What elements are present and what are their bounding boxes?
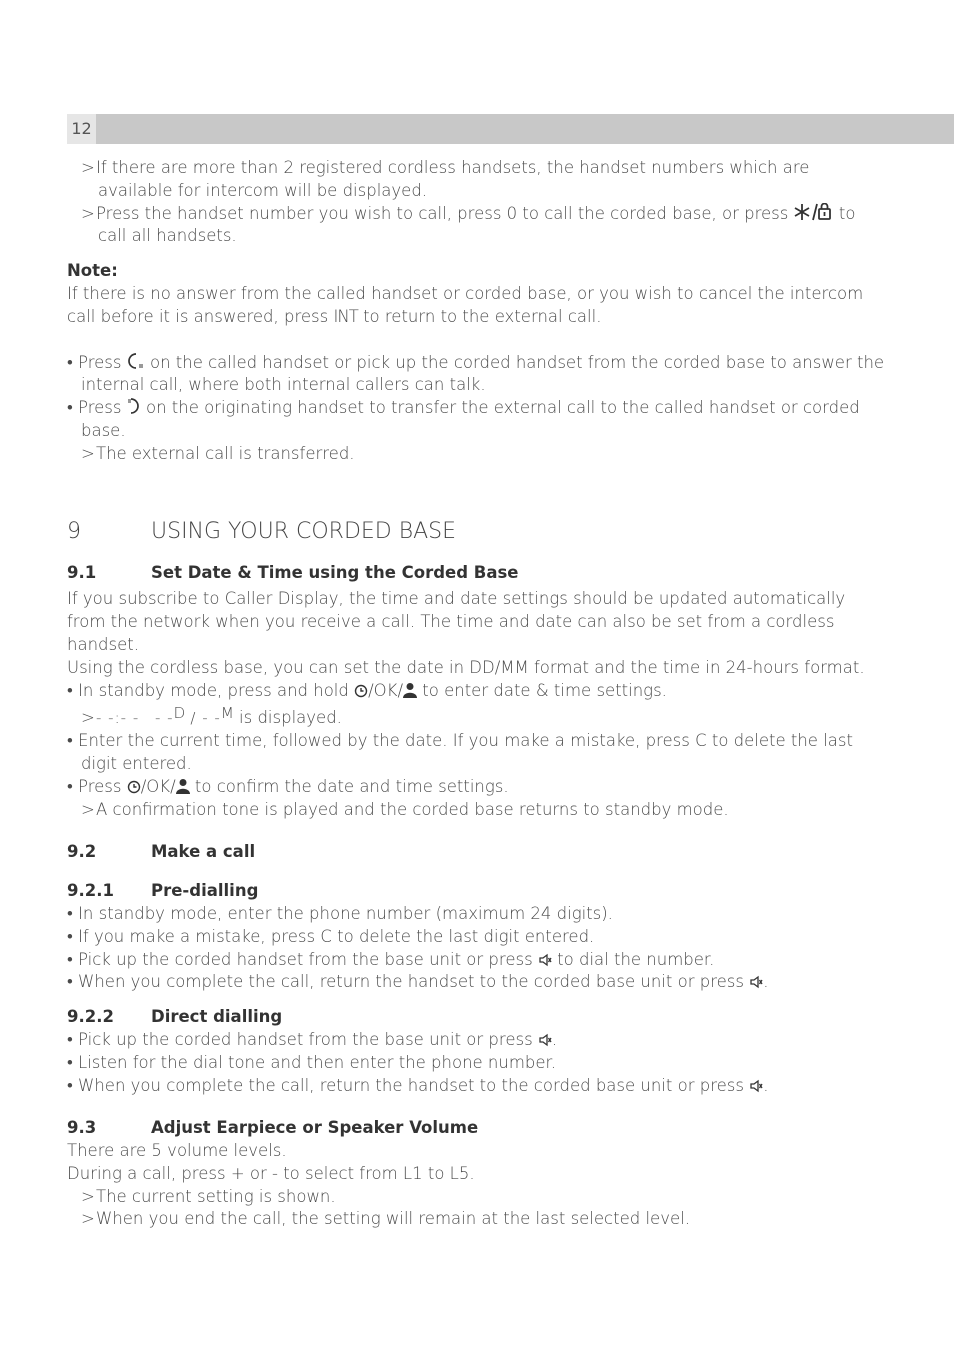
star-lock-icon bbox=[794, 203, 834, 221]
speaker-icon bbox=[538, 1033, 552, 1047]
s9-3-result-2: >When you end the call, the setting will remain at the last selected level. bbox=[81, 1209, 690, 1229]
page-number: 12 bbox=[67, 114, 96, 144]
hang-up-icon bbox=[127, 397, 141, 415]
ok-key: /OK/ bbox=[368, 680, 404, 700]
s9-2-2-bullet-2: • Listen for the dial tone and then enter the phone number. bbox=[67, 1052, 557, 1072]
talk-icon bbox=[127, 352, 145, 370]
s9-2-1-bullet-3: • Pick up the corded handset from the base unit or press to dial the number. bbox=[67, 949, 715, 969]
page-content bbox=[67, 157, 887, 1231]
ok-key: /OK/ bbox=[140, 776, 176, 796]
s9-1-bullet-3-result: >A confirmation tone is played and the corded base returns to standby mode. bbox=[81, 799, 729, 819]
s9-2-1-bullet-4: • When you complete the call, return the handset to the corded base unit or press . bbox=[67, 972, 769, 992]
note-text: If there is no answer from the called handset or corded base, or you wish to cancel the intercom call before it is answered, press INT to return to the external call. bbox=[67, 283, 864, 326]
int-key: INT bbox=[333, 306, 358, 326]
s9-1-bullet-3: • Press /OK/ to confirm the date and time settings. bbox=[67, 776, 509, 796]
s9-3-result-1: >The current setting is shown. bbox=[81, 1186, 336, 1206]
clock-icon bbox=[354, 684, 368, 698]
note-title: Note: bbox=[67, 261, 118, 281]
s9-1-bullet-1: • In standby mode, press and hold /OK/ to enter date & time settings. bbox=[67, 680, 667, 700]
press-item-2-result: >The external call is transferred. bbox=[81, 443, 355, 463]
speaker-icon bbox=[538, 953, 552, 967]
contact-icon bbox=[403, 682, 417, 698]
s9-2-2-bullet-1: • Pick up the corded handset from the base unit or press . bbox=[67, 1029, 558, 1049]
s9-2-1-bullet-2: • If you make a mistake, press C to delete the last digit entered. bbox=[67, 926, 595, 946]
intro-line-2: >Press the handset number you wish to call, press 0 to call the corded base, or press to call all handsets. bbox=[81, 203, 856, 246]
s9-3-line-1: There are 5 volume levels. bbox=[67, 1141, 287, 1161]
s9-2-2-bullet-3: • When you complete the call, return the handset to the corded base unit or press . bbox=[67, 1075, 769, 1095]
section-9-1-para: If you subscribe to Caller Display, the time and date settings should be updated automatically from the network when you receive a call. The time and date can also be set from a cordless handset. bbox=[67, 589, 846, 654]
press-item-2: • Press on the originating handset to transfer the external call to the called handset or corded base. bbox=[67, 398, 860, 440]
clock-icon bbox=[127, 780, 141, 794]
section-9-heading: 9 USING YOUR CORDED BASE bbox=[67, 518, 457, 544]
section-9-3-heading: 9.3 Adjust Earpiece or Speaker Volume bbox=[67, 1118, 479, 1138]
contact-icon bbox=[176, 778, 190, 794]
section-9-1-heading: 9.1 Set Date & Time using the Corded Base bbox=[67, 562, 519, 582]
s9-2-1-bullet-1: • In standby mode, enter the phone number (maximum 24 digits). bbox=[67, 903, 613, 923]
speaker-icon bbox=[749, 1079, 763, 1093]
s9-1-bullet-2: • Enter the current time, followed by the date. If you make a mistake, press C to delete the last digit entered. bbox=[67, 731, 853, 773]
intro-line-1: >If there are more than 2 registered cordless handsets, the handset numbers which are available for intercom will be displayed. bbox=[81, 158, 810, 200]
clear-key: C bbox=[695, 731, 707, 751]
header-bar bbox=[67, 114, 954, 144]
press-item-1: • Press on the called handset or pick up the corded handset from the corded base to answer the internal call, where both internal callers can talk. bbox=[67, 352, 885, 395]
speaker-icon bbox=[749, 975, 763, 989]
lcd-time: - -:- - bbox=[96, 709, 140, 728]
section-9-2-2-heading: 9.2.2 Direct dialling bbox=[67, 1007, 283, 1027]
s9-3-line-2: During a call, press + or - to select from L1 to L5. bbox=[67, 1163, 475, 1183]
clear-key: C bbox=[320, 926, 332, 946]
section-9-1-para-2: Using the cordless base, you can set the date in DD/MM format and the time in 24-hours format. bbox=[67, 657, 865, 677]
section-9-2-1-heading: 9.2.1 Pre-dialling bbox=[67, 881, 259, 901]
s9-1-lcd-display: >- -:- - - -D / - -M is displayed. bbox=[81, 704, 342, 728]
lcd-date-day: - - bbox=[155, 709, 174, 728]
section-9-2-heading: 9.2 Make a call bbox=[67, 842, 256, 862]
